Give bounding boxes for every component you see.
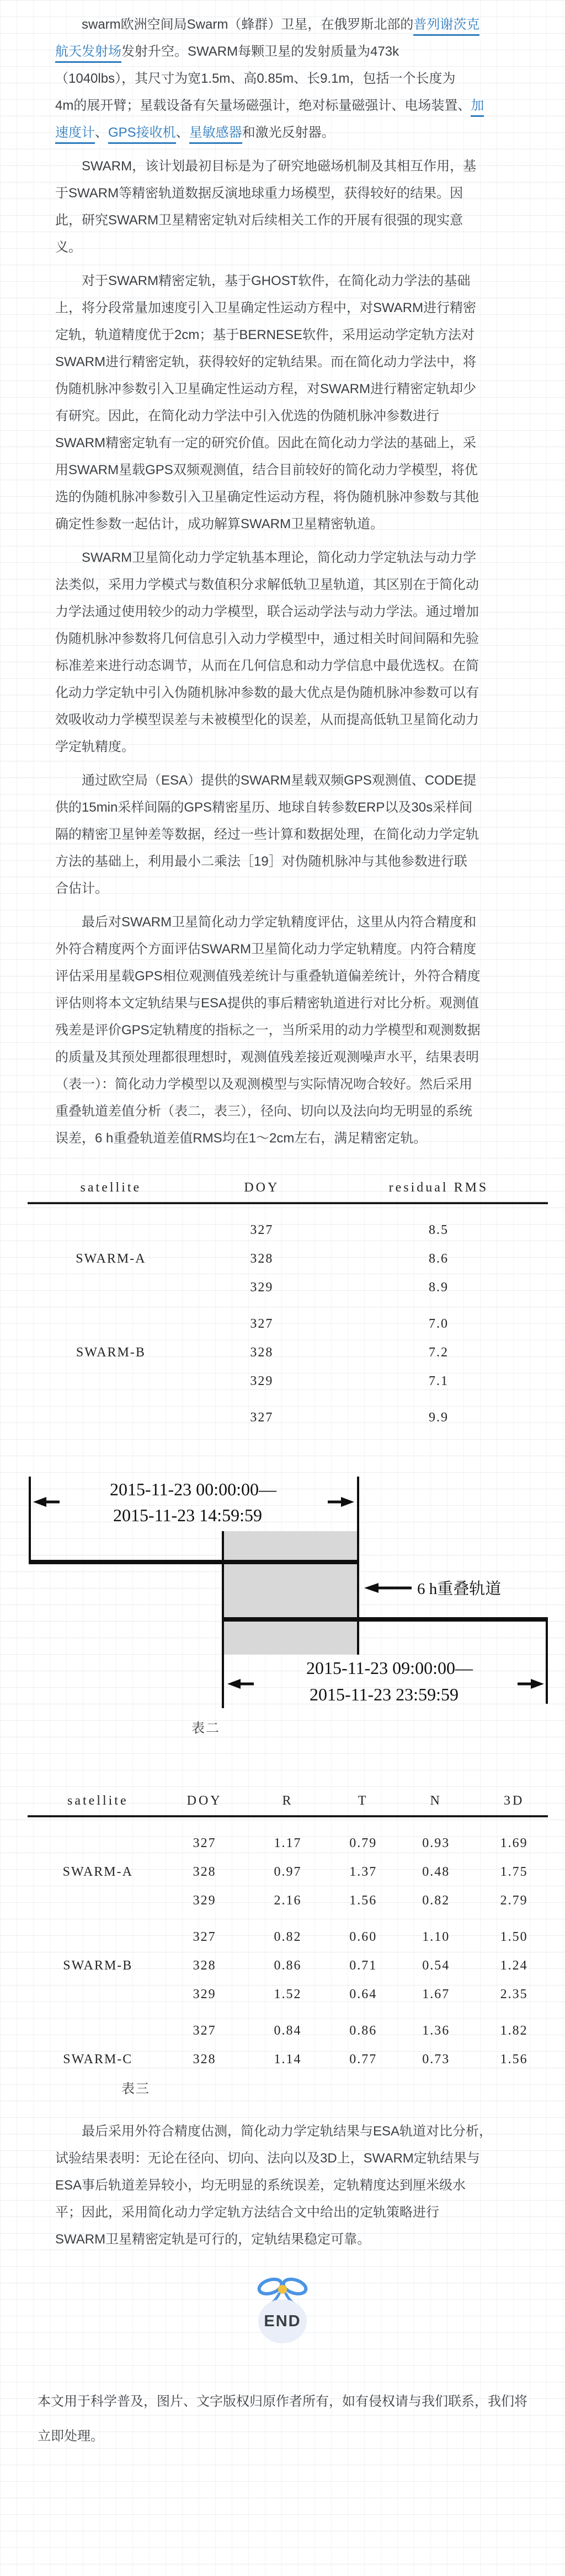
inline-link[interactable]: 航天发射场 <box>55 44 121 63</box>
column-header: residual RMS <box>388 1180 489 1195</box>
text-line <box>55 294 521 321</box>
text-line <box>55 679 521 706</box>
value-cell: 0.86 <box>349 2023 377 2038</box>
paragraph <box>55 11 521 146</box>
text-line <box>55 794 521 821</box>
satellite-cell: SWARM-B <box>76 1345 146 1360</box>
value-cell: 329 <box>250 1373 274 1388</box>
column-header: 3D <box>503 1793 525 1808</box>
text-line <box>55 2226 521 2253</box>
text-line <box>55 909 521 936</box>
text-segment: 试验结果表明：无论在径向、切向、法向以及3D上，SWARM定轨结果与 <box>55 2151 480 2166</box>
text-line <box>55 1125 521 1152</box>
text-line <box>55 733 521 760</box>
text-segment: 最后对SWARM卫星简化动力学定轨精度评估，这里从内符合精度和 <box>82 915 477 930</box>
paragraph <box>55 2118 521 2253</box>
text-line <box>55 402 521 430</box>
value-cell: 328 <box>193 2052 216 2067</box>
text-segment: SWARM卫星精密定轨是可行的，定轨结果稳定可靠。 <box>55 2232 371 2247</box>
text-segment: 义。 <box>55 240 82 255</box>
text-segment: 残差是评价GPS定轨精度的指标之一，当所采用的动力学模型和观测数据 <box>55 1023 481 1038</box>
inline-link[interactable]: 速度计 <box>55 125 95 144</box>
value-cell: 8.5 <box>428 1222 449 1237</box>
value-cell: 328 <box>193 1864 216 1879</box>
satellite-cell: SWARM-A <box>76 1251 146 1266</box>
text-segment: 于SWARM等精密轨道数据反演地球重力场模型，获得较好的结果。因 <box>55 186 463 201</box>
table-row <box>28 1310 548 1338</box>
paragraph <box>55 767 521 902</box>
value-cell: 329 <box>193 1987 216 2001</box>
text-line <box>55 2199 521 2226</box>
value-cell: 0.54 <box>422 1958 450 1973</box>
table-row <box>28 1273 548 1302</box>
text-line <box>55 544 521 571</box>
inline-link[interactable]: 普列谢茨克 <box>413 17 479 36</box>
text-line <box>55 92 521 119</box>
text-line <box>55 821 521 848</box>
text-line <box>55 430 521 457</box>
value-cell: 327 <box>250 1410 274 1425</box>
text-segment: 误差，6 h重叠轨道差值RMS均在1～2cm左右，满足精密定轨。 <box>55 1131 427 1146</box>
value-cell: 1.37 <box>349 1864 377 1879</box>
text-segment: 化动力学定轨中引入伪随机脉冲参数的最大优点是伪随机脉冲参数可以有 <box>55 685 479 700</box>
text-segment: 和激光反射器。 <box>242 125 335 140</box>
text-line <box>55 625 521 652</box>
text-segment: 学定轨精度。 <box>55 739 135 754</box>
value-cell: 8.6 <box>428 1251 449 1266</box>
text-segment: 选的伪随机脉冲参数引入卫星确定性运动方程，将伪随机脉冲参数与其他 <box>55 490 479 505</box>
text-segment: 法类似，采用力学模式与数值积分求解低轨卫星轨道，其区别在于简化动 <box>55 577 479 592</box>
end-label: END <box>264 2312 301 2330</box>
column-header: T <box>358 1793 369 1808</box>
satellite-cell: SWARM-B <box>63 1958 133 1973</box>
value-cell: 1.82 <box>500 2023 528 2038</box>
value-cell: 0.84 <box>274 2023 302 2038</box>
text-line <box>55 936 521 963</box>
text-segment: 有研究。因此，在简化动力学法中引入优选的伪随机脉冲参数进行 <box>55 409 439 423</box>
text-segment: 合估计。 <box>55 881 108 896</box>
value-cell: 2.16 <box>274 1893 302 1908</box>
text-segment: SWARM卫星简化动力学定轨基本理论，简化动力学定轨法与动力学 <box>82 550 477 565</box>
value-cell: 1.69 <box>500 1836 528 1850</box>
value-cell: 2.79 <box>500 1893 528 1908</box>
value-cell: 7.2 <box>428 1345 449 1360</box>
table-header-row <box>28 1786 548 1815</box>
text-segment: 效吸收动力学模型误差与未被模型化的误差，从而提高低轨卫星简化动力 <box>55 712 479 727</box>
value-cell: 7.1 <box>428 1373 449 1388</box>
text-segment: SWARM进行精密定轨，获得较好的定轨结果。而在简化动力学法中，将 <box>55 355 477 369</box>
residual-rms-table <box>28 1173 548 1432</box>
text-segment: 上，将分段常量加速度引入卫星确定性运动方程中，对SWARM进行精密 <box>55 300 477 315</box>
text-line <box>55 457 521 484</box>
satellite-cell: SWARM-C <box>63 2052 133 2067</box>
text-line <box>55 153 521 180</box>
overlap-orbit-diagram <box>0 1467 565 1731</box>
interval2-range-line2: 2015-11-23 23:59:59 <box>310 1684 459 1704</box>
text-segment: 评估则将本文定轨结果与ESA提供的事后精密轨道进行对比分析。观测值 <box>55 996 479 1011</box>
table2-caption: 表三 <box>121 2082 150 2096</box>
overlap-label: 6 h重叠轨道 <box>417 1580 502 1598</box>
value-cell: 0.60 <box>349 1929 377 1944</box>
column-header: R <box>282 1793 294 1808</box>
group-gap <box>28 1396 548 1403</box>
value-cell: 9.9 <box>428 1410 449 1425</box>
text-line <box>55 11 521 38</box>
column-header: DOY <box>186 1793 222 1808</box>
text-segment: swarm欧洲空间局Swarm（蜂群）卫星，在俄罗斯北部的 <box>82 17 414 32</box>
text-segment: 用SWARM星载GPS双频观测值，结合目前较好的简化动力学模型，将优 <box>55 463 478 477</box>
inline-link[interactable]: GPS接收机 <box>108 125 176 144</box>
table-row <box>28 1858 548 1886</box>
text-line <box>55 2145 521 2172</box>
value-cell: 327 <box>193 1929 216 1944</box>
column-header: satellite <box>80 1180 142 1195</box>
value-cell: 1.50 <box>500 1929 528 1944</box>
article-body <box>55 11 521 1158</box>
text-line <box>55 598 521 625</box>
text-line <box>55 180 521 207</box>
text-segment: 力学法通过使用较少的动力学模型，联合运动学法与动力学法。通过增加 <box>55 604 479 619</box>
value-cell: 0.64 <box>349 1987 377 2001</box>
text-line <box>55 2172 521 2199</box>
table-row <box>28 1951 548 1980</box>
footer-line: 本文用于科学普及，图片、文字版权归原作者所有，如有侵权请与我们联系，我们将 <box>38 2394 527 2409</box>
text-segment: SWARM精密定轨有一定的研究价值。因此在简化动力学法的基础上，采 <box>55 436 477 450</box>
interval1-range-line1: 2015-11-23 00:00:00— <box>110 1479 276 1499</box>
rtn-table <box>28 1786 548 2074</box>
text-segment: 此，研究SWARM卫星精密定轨对后续相关工作的开展有很强的现实意 <box>55 213 463 228</box>
figure-caption: 表二 <box>191 1721 220 1736</box>
value-cell: 1.52 <box>274 1987 302 2001</box>
text-segment: 方法的基础上，利用最小二乘法［19］对伪随机脉冲与其他参数进行联 <box>55 854 467 869</box>
text-line <box>55 375 521 402</box>
text-line <box>55 1044 521 1071</box>
left-arrowhead-icon <box>227 1679 241 1689</box>
text-line <box>55 767 521 794</box>
value-cell: 1.17 <box>274 1836 302 1850</box>
text-segment: 的质量及其预处理都很理想时，观测值残差接近观测噪声水平，结果表明 <box>55 1050 479 1065</box>
text-line <box>55 1071 521 1098</box>
text-line <box>55 511 521 538</box>
text-line <box>55 119 521 146</box>
table-row <box>28 2016 548 2045</box>
table-row <box>28 1886 548 1915</box>
text-segment: 隔的精密卫星钟差等数据，经过一些计算和数据处理，在简化动力学定轨 <box>55 827 479 842</box>
value-cell: 329 <box>193 1893 216 1908</box>
table-row <box>28 1829 548 1858</box>
value-cell: 7.0 <box>428 1316 449 1331</box>
satellite-cell: SWARM-A <box>62 1864 133 1879</box>
value-cell: 2.35 <box>500 1987 528 2001</box>
value-cell: 1.56 <box>349 1893 377 1908</box>
text-segment: （表一）：简化动力学模型以及观测模型与实际情况吻合较好。然后采用 <box>55 1077 472 1092</box>
group-gap <box>28 1915 548 1923</box>
closing-paragraph <box>55 2118 521 2260</box>
text-segment: 通过欧空局（ESA）提供的SWARM星载双频GPS观测值、CODE提 <box>82 773 477 788</box>
value-cell: 0.79 <box>349 1836 377 1850</box>
text-line <box>55 484 521 511</box>
text-line <box>55 207 521 234</box>
text-segment: 供的15min采样间隔的GPS精密星历、地球自转参数ERP以及30s采样间 <box>55 800 473 815</box>
value-cell: 0.77 <box>349 2052 377 2067</box>
text-segment: 平；因此，采用简化动力学定轨方法结合文中给出的定轨策略进行 <box>55 2205 439 2220</box>
inline-link[interactable]: 加 <box>471 98 484 117</box>
end-badge <box>258 2299 307 2343</box>
text-line <box>55 234 521 261</box>
text-line <box>55 2118 521 2145</box>
text-line <box>55 963 521 990</box>
text-line <box>55 875 521 902</box>
value-cell: 1.14 <box>274 2052 302 2067</box>
text-segment: SWARM，该计划最初目标是为了研究地磁场机制及其相互作用，基 <box>82 159 477 174</box>
table-row <box>28 1338 548 1367</box>
text-line <box>55 571 521 598</box>
table-row <box>28 1244 548 1273</box>
value-cell: 327 <box>250 1316 274 1331</box>
column-header: satellite <box>67 1793 129 1808</box>
value-cell: 8.9 <box>428 1280 449 1295</box>
value-cell: 0.71 <box>349 1958 377 1973</box>
value-cell: 328 <box>193 1958 216 1973</box>
text-segment: （1040lbs），其尺寸为宽1.5m、高0.85m、长9.1m，包括一个长度为 <box>55 71 456 86</box>
interval1-range-line2: 2015-11-23 14:59:59 <box>113 1505 262 1525</box>
value-cell: 0.93 <box>422 1836 450 1850</box>
value-cell: 1.67 <box>422 1987 450 2001</box>
paragraph <box>55 909 521 1152</box>
value-cell: 327 <box>250 1222 274 1237</box>
table-header-row <box>28 1173 548 1202</box>
text-segment: 伪随机脉冲参数引入卫星确定性运动方程，对SWARM进行精密定轨却少 <box>55 382 477 396</box>
text-line <box>55 321 521 348</box>
value-cell: 1.10 <box>422 1929 450 1944</box>
value-cell: 328 <box>250 1345 274 1360</box>
value-cell: 0.82 <box>274 1929 302 1944</box>
table-row <box>28 1923 548 1951</box>
text-line <box>55 1098 521 1125</box>
left-arrowhead-icon <box>364 1583 379 1593</box>
overlap-region-box <box>222 1531 357 1655</box>
text-segment: 定轨，轨道精度优于2cm；基于BERNESE软件，采用运动学定轨方法对 <box>55 328 475 342</box>
text-segment: 标准差来进行动态调节，从而在几何信息和动力学信息中最优选权。在简 <box>55 658 479 673</box>
paragraph <box>55 544 521 760</box>
text-segment: ESA事后轨道差异较小，均无明显的系统误差，定轨精度达到厘米级水 <box>55 2178 466 2193</box>
value-cell: 0.73 <box>422 2052 450 2067</box>
left-arrowhead-icon <box>33 1497 46 1507</box>
text-segment: 发射升空。SWARM每颗卫星的发射质量为473k <box>121 44 399 59</box>
column-header: DOY <box>244 1180 280 1195</box>
text-line <box>55 65 521 92</box>
text-segment: 4m的展开臂；星载设备有矢量场磁强计，绝对标量磁强计、电场装置、 <box>55 98 471 113</box>
table-row <box>28 1216 548 1244</box>
group-gap <box>28 1302 548 1310</box>
footer-line: 立即处理。 <box>38 2429 104 2444</box>
text-segment: 、 <box>95 125 108 140</box>
text-line <box>55 38 521 65</box>
value-cell: 0.86 <box>274 1958 302 1973</box>
table-row <box>28 2045 548 2074</box>
table-row <box>28 1367 548 1396</box>
text-line <box>55 348 521 375</box>
text-line <box>55 706 521 733</box>
value-cell: 1.36 <box>422 2023 450 2038</box>
interval2-range-line1: 2015-11-23 09:00:00— <box>306 1658 473 1678</box>
value-cell: 328 <box>250 1251 274 1266</box>
value-cell: 1.24 <box>500 1958 528 1973</box>
group-gap <box>28 2009 548 2016</box>
paragraph <box>55 153 521 261</box>
table-header-rule <box>28 1202 548 1204</box>
text-segment: 、 <box>175 125 189 140</box>
text-segment: 伪随机脉冲参数将几何信息引入动力学模型中，通过相关时间间隔和先验 <box>55 631 479 646</box>
value-cell: 0.82 <box>422 1893 450 1908</box>
value-cell: 327 <box>193 1836 216 1850</box>
text-line <box>55 990 521 1017</box>
footer-disclaimer <box>38 2384 545 2454</box>
text-line <box>55 267 521 294</box>
text-line <box>55 848 521 875</box>
value-cell: 1.56 <box>500 2052 528 2067</box>
text-segment: 评估采用星载GPS相位观测值残差统计与重叠轨道偏差统计，外符合精度 <box>55 969 481 984</box>
overlap-orbit-figure <box>0 1467 565 1731</box>
right-arrowhead-icon <box>531 1679 544 1689</box>
text-segment: 最后采用外符合精度估测，简化动力学定轨结果与ESA轨道对比分析， <box>82 2124 493 2139</box>
inline-link[interactable]: 星敏感器 <box>189 125 242 144</box>
right-arrowhead-icon <box>341 1497 354 1507</box>
table-row <box>28 1403 548 1432</box>
table-header-rule <box>28 1815 548 1817</box>
column-header: N <box>430 1793 442 1808</box>
text-line <box>55 1017 521 1044</box>
paragraph <box>55 267 521 538</box>
text-segment: 外符合精度两个方面评估SWARM卫星简化动力学定轨精度。内符合精度 <box>55 942 477 957</box>
value-cell: 0.97 <box>274 1864 302 1879</box>
value-cell: 1.75 <box>500 1864 528 1879</box>
value-cell: 327 <box>193 2023 216 2038</box>
value-cell: 0.48 <box>422 1864 450 1879</box>
table-row <box>28 1980 548 2009</box>
text-segment: 对于SWARM精密定轨，基于GHOST软件，在简化动力学法的基础 <box>82 273 471 288</box>
text-segment: 确定性参数一起估计，成功解算SWARM卫星精密轨道。 <box>55 517 384 532</box>
text-line <box>55 652 521 679</box>
value-cell: 329 <box>250 1280 274 1295</box>
text-segment: 重叠轨道差值分析（表二，表三），径向、切向以及法向均无明显的系统 <box>55 1104 472 1119</box>
